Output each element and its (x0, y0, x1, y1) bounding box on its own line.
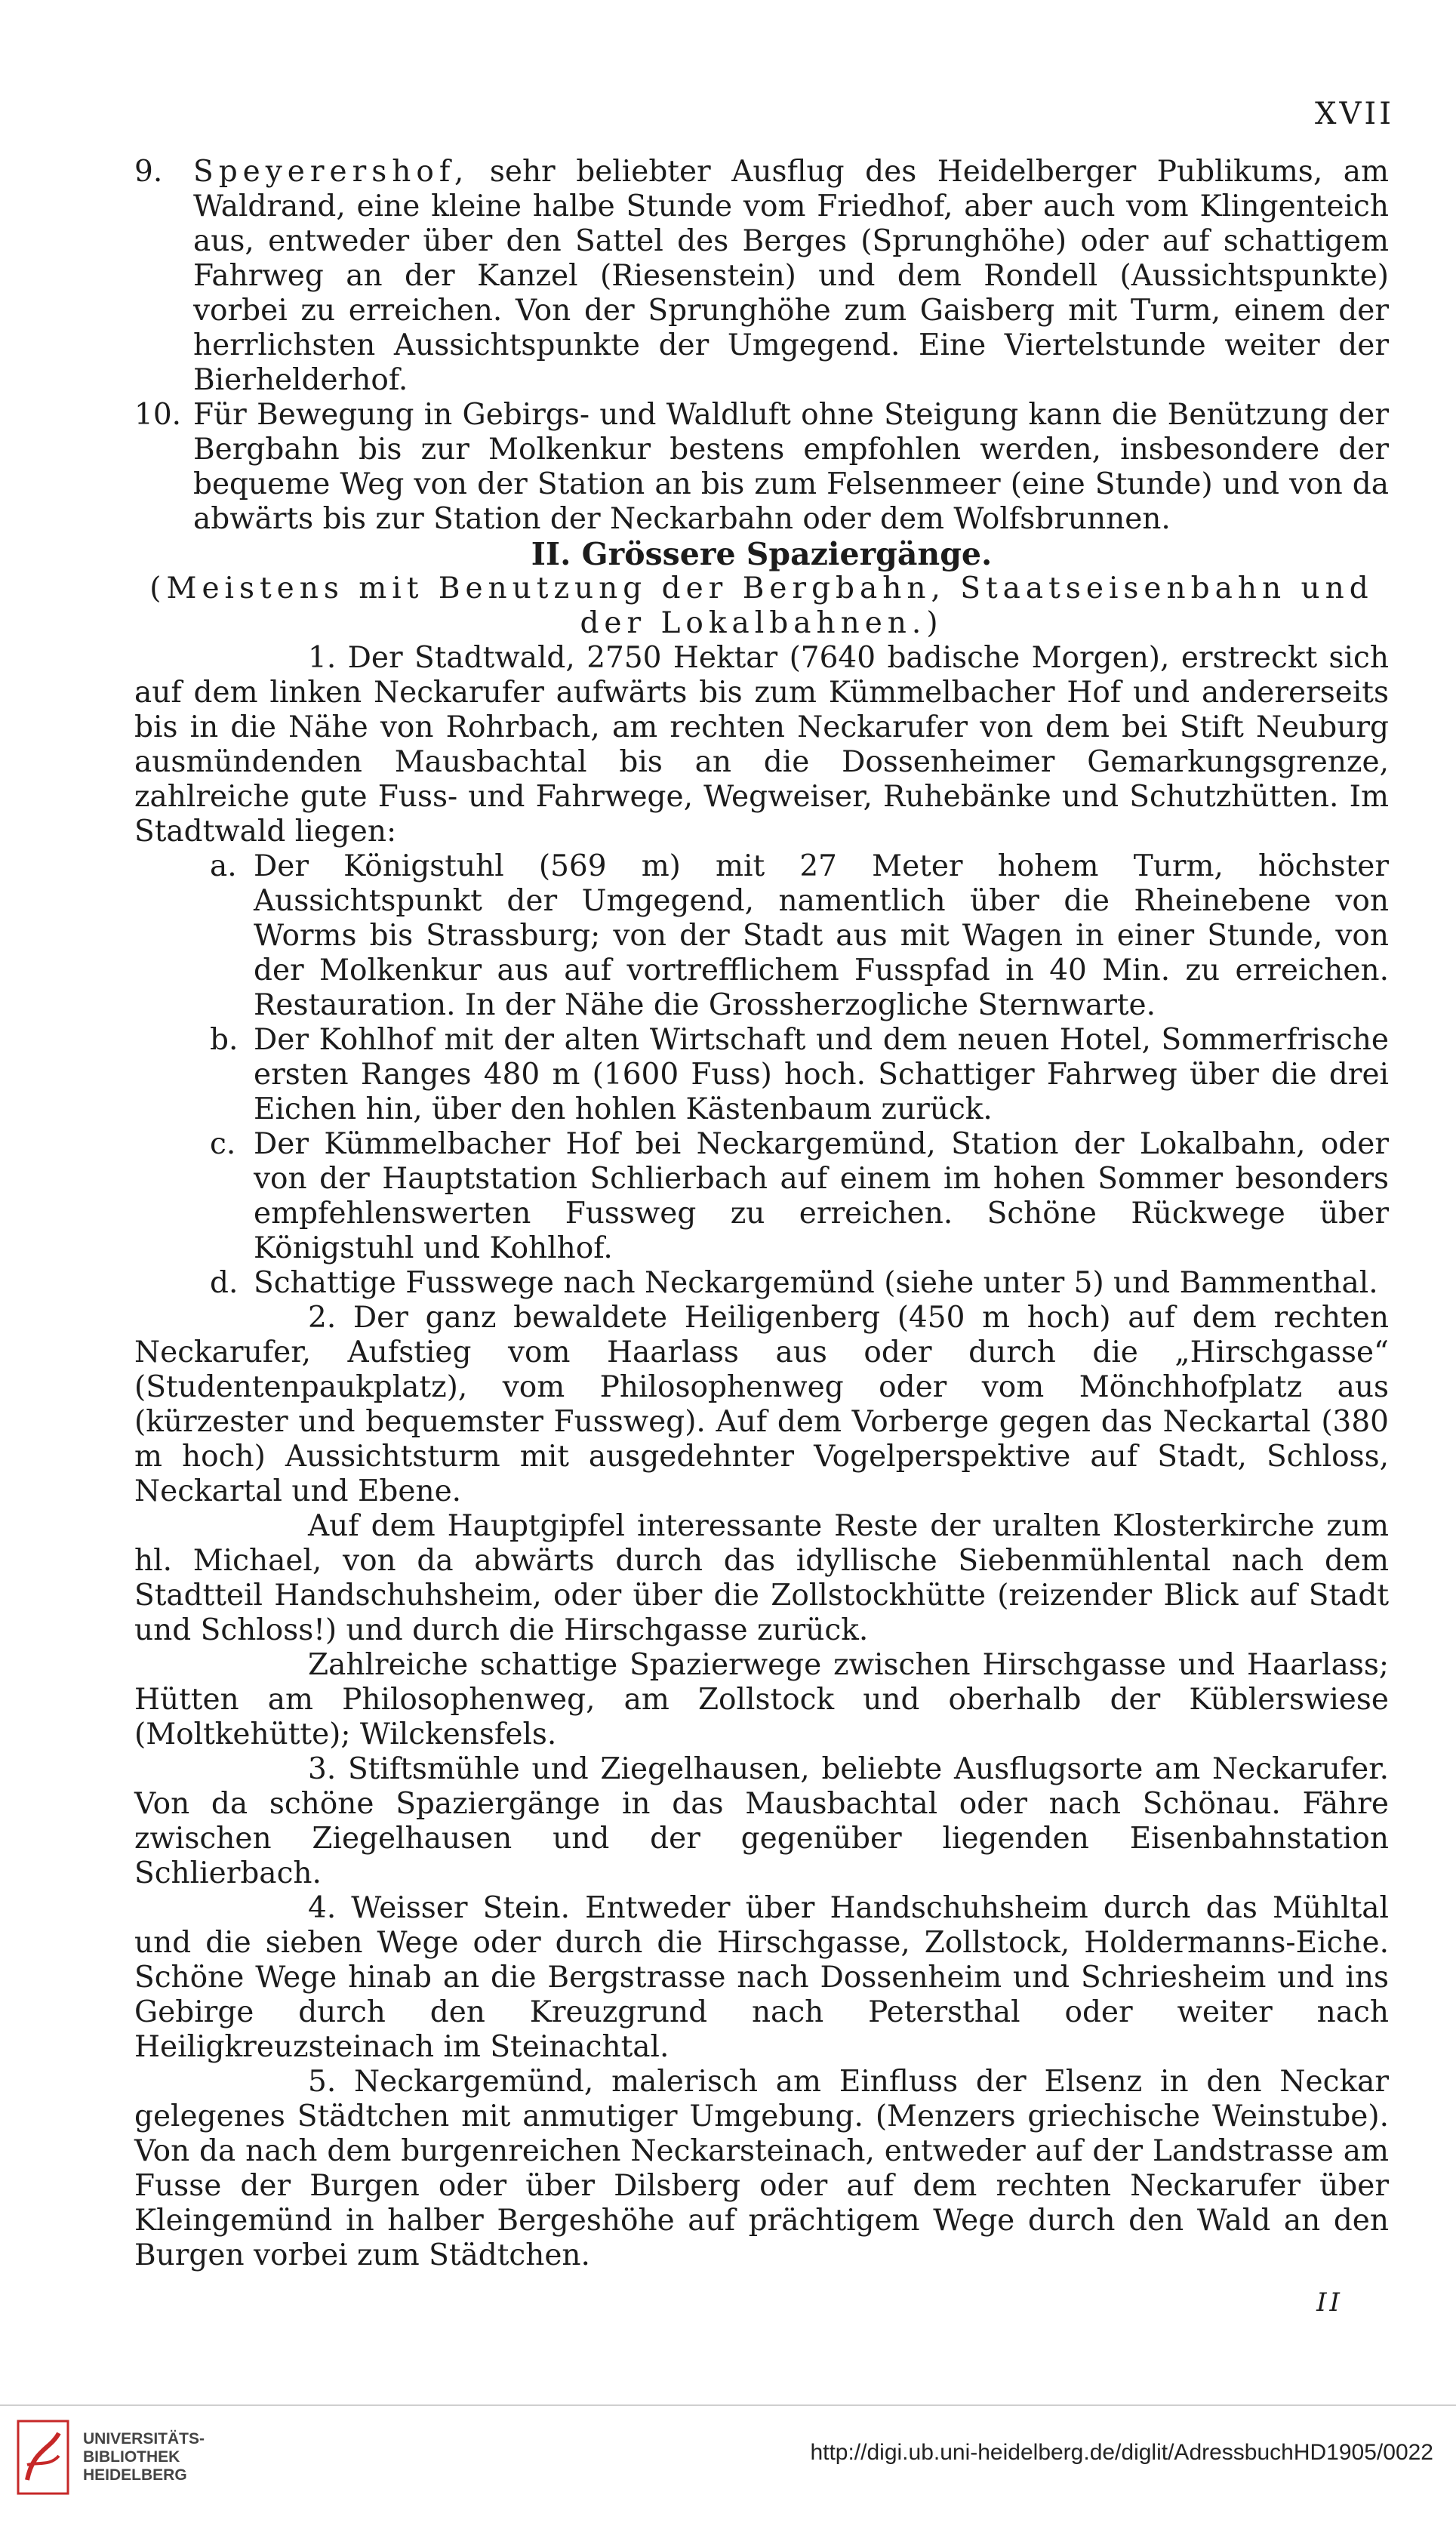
signature-mark: II (1316, 2287, 1343, 2318)
section-subheading: (Meistens mit Benutzung der Bergbahn, Staatseisenbahn und der Lokalbahnen.) (149, 571, 1374, 640)
page-text (134, 155, 1389, 2273)
sub-item-b (134, 1023, 1389, 1127)
section-heading: II. Grössere Spaziergänge. (531, 536, 993, 572)
paragraph-4: 4. Weisser Stein. Entweder über Handschuhsheim durch das Mühltal und die sieben Wege oder durch die Hirschgasse, Zollstock, Holdermanns-Eiche. Schöne Wege hinab an die Bergstrasse nach Dossenheim und Schriesheim und ins Gebirge durch den Kreuzgrund nach Petersthal oder weiter nach Heiligkreuzsteinach im Steinachtal. (134, 1891, 1389, 2064)
item-text (193, 155, 1389, 398)
sub-item-text: Der Kohlhof mit der alten Wirtschaft und dem neuen Hotel, Sommerfrische ersten Ranges 480 m (1600 Fuss) hoch. Schattiger Fahrweg über die drei Eichen hin, über den hohlen Kästenbaum zurück. (254, 1023, 1389, 1126)
item-number: 10. (134, 398, 182, 432)
library-name-line: BIBLIOTHEK (83, 2448, 180, 2466)
library-name (83, 2430, 205, 2484)
sub-item-letter: b. (210, 1023, 239, 1057)
sub-item-text: Der Kümmelbacher Hof bei Neckargemünd, Station der Lokalbahn, oder von der Hauptstation Schlierbach auf einem im hohen Sommer besonders empfehlenswerten Fussweg zu erreichen. Schöne Rückwege über Königstuhl und Kohlhof. (254, 1127, 1389, 1265)
source-url-link[interactable]: http://digi.ub.uni-heidelberg.de/diglit/AdressbuchHD1905/0022 (810, 2440, 1433, 2465)
library-name-line: UNIVERSITÄTS- (83, 2430, 205, 2448)
sub-item-letter: c. (210, 1127, 236, 1161)
list-item (134, 398, 1389, 537)
sub-item-a (134, 849, 1389, 1023)
footer-divider (0, 2404, 1456, 2406)
sub-item-d (134, 1266, 1389, 1301)
paragraph-5: 5. Neckargemünd, malerisch am Einfluss der Elsenz in den Neckar gelegenes Städtchen mit anmutiger Umgebung. (Menzers griechische Weinstube). Von da nach dem burgenreichen Neckarsteinach, entweder auf der Landstrasse am Fusse der Burgen oder über Dilsberg oder auf dem rechten Neckarufer über Kleingemünd in halber Bergeshöhe auf prächtigem Wege durch den Wald an den Burgen vorbei zum Städtchen. (134, 2065, 1389, 2272)
sub-item-letter: a. (210, 849, 237, 883)
item-number: 9. (134, 155, 163, 189)
paragraph-2c: Zahlreiche schattige Spazierwege zwischen Hirschgasse und Haarlass; Hütten am Philosophenweg, am Zollstock und oberhalb der Küblerswiese (Moltkehütte); Wilckensfels. (134, 1648, 1389, 1751)
item-text (193, 398, 1389, 537)
sub-item-text: Der Königstuhl (569 m) mit 27 Meter hohem Turm, höchster Aussichtspunkt der Umgegend, namentlich über die Rheinebene von Worms bis Strassburg; von der Stadt aus mit Wagen in einer Stunde, von der Molkenkur aus auf vortrefflichem Fusspfad in 40 Min. zu erreichen. Restauration. In der Nähe die Grossherzogliche Sternwarte. (254, 849, 1389, 1022)
item-body: sehr beliebter Ausflug des Heidelberger Publikums, am Waldrand, eine kleine halbe Stunde vom Friedhof, aber auch vom Klingenteich aus, entweder über den Sattel des Berges (Sprunghöhe) oder auf schattigem Fahrweg an der Kanzel (Riesenstein) und dem Rondell (Aussichtspunkte) vorbei zu erreichen. Von der Sprunghöhe zum Gaisberg mit Turm, einem der herrlichsten Aussichtspunkte der Umgegend. Eine Viertelstunde weiter der Bierhelderhof. (193, 155, 1389, 397)
sub-item-letter: d. (210, 1266, 239, 1300)
library-seal-icon (17, 2420, 69, 2495)
item-body: Für Bewegung in Gebirgs- und Waldluft ohne Steigung kann die Benützung der Bergbahn bis zur Molkenkur bestens empfohlen werden, insbesondere der bequeme Weg von der Station an bis zum Felsenmeer (eine Stunde) und von da abwärts bis zur Station der Neckarbahn oder dem Wolfsbrunnen. (193, 398, 1389, 536)
list-item (134, 155, 1389, 398)
library-logo (17, 2420, 205, 2495)
paragraph-2: 2. Der ganz bewaldete Heiligenberg (450 m hoch) auf dem rechten Neckarufer, Aufstieg vom Haarlass aus oder durch die „Hirschgasse“ (Studentenpaukplatz), vom Philosophenweg oder vom Mönchhofplatz aus (kürzester und bequemster Fussweg). Auf dem Vorberge gegen das Neckartal (380 m hoch) Aussichtsturm mit ausgedehnter Vogelperspektive auf Stadt, Schloss, Neckartal und Ebene. (134, 1301, 1389, 1508)
item-title: Speyerershof, (193, 155, 469, 189)
paragraph-2b: Auf dem Hauptgipfel interessante Reste der uralten Klosterkirche zum hl. Michael, von da abwärts durch das idyllische Siebenmühlental nach dem Stadtteil Handschuhsheim, oder über die Zollstockhütte (reizender Blick auf Stadt und Schloss!) und durch die Hirschgasse zurück. (134, 1509, 1389, 1647)
paragraph-1: 1. Der Stadtwald, 2750 Hektar (7640 badische Morgen), erstreckt sich auf dem linken Neckarufer aufwärts bis zum Kümmelbacher Hof und andererseits bis in die Nähe von Rohrbach, am rechten Neckarufer von dem bei Stift Neuburg ausmündenden Mausbachtal bis an die Dossenheimer Gemarkungsgrenze, zahlreiche gute Fuss- und Fahrwege, Wegweiser, Ruhebänke und Schutzhütten. Im Stadtwald liegen: (134, 641, 1389, 849)
library-name-line: HEIDELBERG (83, 2466, 187, 2484)
sub-item-c (134, 1127, 1389, 1266)
page-number: XVII (1315, 97, 1394, 131)
sub-item-text: Schattige Fusswege nach Neckargemünd (siehe unter 5) und Bammenthal. (254, 1266, 1378, 1300)
paragraph-3: 3. Stiftsmühle und Ziegelhausen, beliebte Ausflugsorte am Neckarufer. Von da schöne Spaziergänge in das Mausbachtal oder nach Schönau. Fähre zwischen Ziegelhausen und der gegenüber liegenden Eisenbahnstation Schlierbach. (134, 1752, 1389, 1890)
